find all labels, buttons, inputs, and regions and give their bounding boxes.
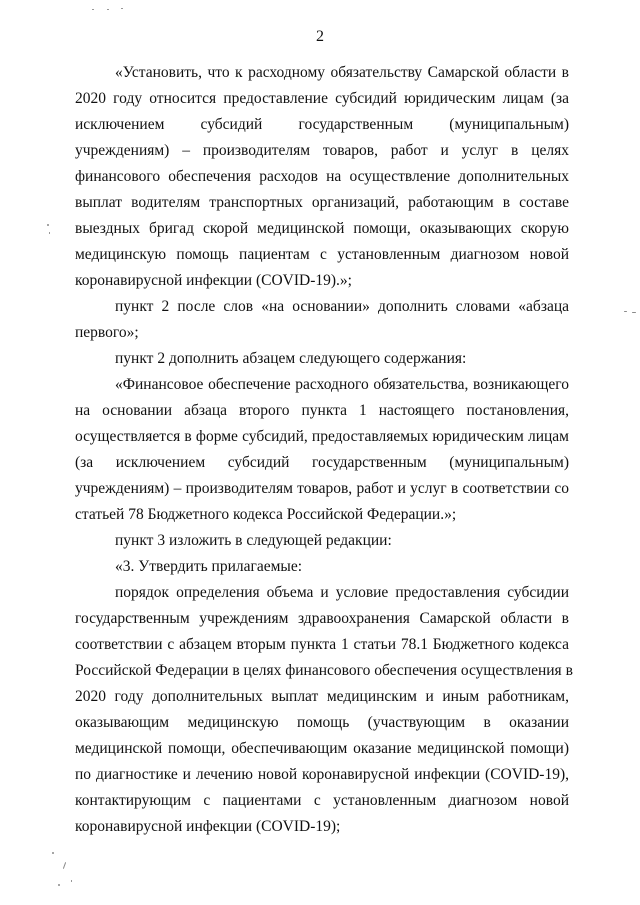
text-line: 2020 году относится предоставление субсидий юридическим лицам (за [75, 90, 569, 107]
paragraph [75, 60, 569, 294]
paragraph [75, 346, 569, 372]
text-line: пункт 2 после слов «на основании» дополнить словами «абзаца [115, 298, 569, 315]
text-line: (за исключением субсидий государственным (муниципальным) [75, 454, 569, 471]
text-line: «Финансовое обеспечение расходного обязательства, возникающего [115, 376, 569, 393]
scan-artifact [121, 8, 123, 9]
scan-artifact [58, 884, 60, 886]
text-line: выплат водителям транспортных организаций, работающим в составе [75, 194, 569, 211]
text-line: выездных бригад скорой медицинской помощи, оказывающих скорую [75, 220, 569, 237]
scan-artifact [92, 9, 94, 10]
text-line: Российской Федерации в целях финансового обеспечения осуществления в [75, 662, 573, 679]
paragraph [75, 294, 569, 346]
text-line: коронавирусной инфекции (COVID-19).»; [75, 272, 352, 289]
text-line: 2020 году дополнительных выплат медицинским и иным работникам, [75, 688, 569, 705]
text-line: исключением субсидий государственным (муниципальным) [75, 116, 569, 133]
text-line: первого»; [75, 324, 139, 341]
scan-artifact [49, 232, 50, 234]
text-line: статьей 78 Бюджетного кодекса Российской Федерации.»; [75, 506, 457, 523]
scan-artifact [63, 862, 66, 869]
text-line: коронавирусной инфекции (COVID-19); [75, 818, 341, 835]
text-line: соответствии с абзацем вторым пункта 1 статьи 78.1 Бюджетного кодекса [75, 636, 569, 653]
scan-artifact [632, 312, 636, 313]
text-line: учреждениям) – производителям товаров, работ и услуг в соответствии со [75, 480, 569, 497]
text-line: медицинскую помощь пациентам с установленным диагнозом новой [75, 246, 569, 263]
text-line: учреждениям) – производителям товаров, работ и услуг в целях [75, 142, 569, 159]
paragraph [75, 528, 569, 554]
text-line: по диагностике и лечению новой коронавирусной инфекции (COVID-19), [75, 766, 569, 783]
page-number: 2 [316, 28, 324, 45]
text-line: «3. Утвердить прилагаемые: [115, 558, 303, 575]
text-line: порядок определения объема и условие предоставления субсидии [115, 584, 569, 601]
text-line: государственным учреждениям здравоохранения Самарской области в [75, 610, 569, 627]
paragraph [75, 372, 569, 528]
text-line: «Установить, что к расходному обязательству Самарской области в [115, 64, 569, 81]
text-line: контактирующим с пациентами с установленным диагнозом новой [75, 792, 569, 809]
scan-artifact [47, 224, 49, 226]
text-line: осуществляется в форме субсидий, предоставляемых юридическим лицам [75, 428, 569, 445]
paragraph [75, 554, 569, 580]
paragraph [75, 580, 573, 840]
scan-artifact [71, 880, 72, 882]
scan-artifact [107, 9, 109, 10]
text-line: пункт 3 изложить в следующей редакции: [115, 532, 392, 549]
document-body [75, 60, 573, 840]
text-line: на основании абзаца второго пункта 1 настоящего постановления, [75, 402, 569, 419]
text-line: пункт 2 дополнить абзацем следующего содержания: [115, 350, 467, 367]
text-line: медицинской помощи, обеспечивающим оказание медицинской помощи) [75, 740, 569, 757]
text-line: финансового обеспечения расходов на осуществление дополнительных [75, 168, 569, 185]
scan-artifact [624, 311, 627, 312]
scan-artifact [52, 852, 54, 854]
text-line: оказывающим медицинскую помощь (участвующим в оказании [75, 714, 569, 731]
